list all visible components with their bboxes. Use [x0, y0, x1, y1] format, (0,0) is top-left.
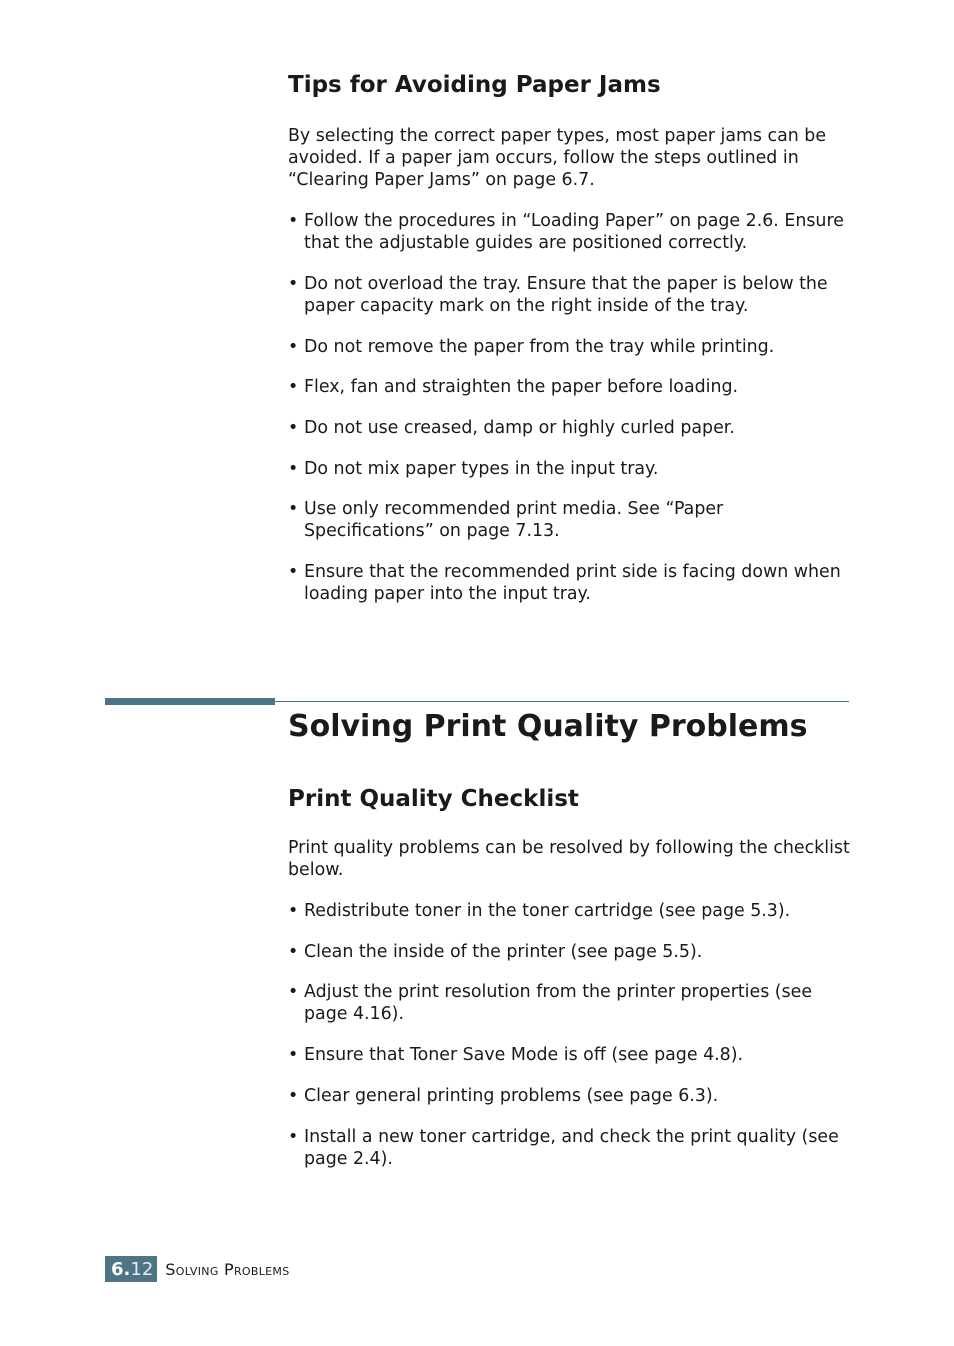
- page-number-badge: [105, 1256, 157, 1282]
- bullet-list: [288, 498, 858, 542]
- list-item: • Do not overload the tray. Ensure that the paper is below the paper capacity mark on the right inside of the tray.: [288, 273, 858, 317]
- list-item: • Use only recommended print media. See “Paper Specifications” on page 7.13.: [288, 498, 858, 542]
- list-item: • Adjust the print resolution from the printer properties (see page 4.16).: [288, 981, 858, 1025]
- list-item: • Do not mix paper types in the input tray.: [288, 458, 858, 480]
- intro-paragraph: Print quality problems can be resolved by following the checklist below.: [288, 838, 850, 880]
- section-heading: Tips for Avoiding Paper Jams: [288, 72, 661, 98]
- list-item: • Do not remove the paper from the tray while printing.: [288, 336, 858, 358]
- bullet-list: [288, 1044, 858, 1066]
- chapter-title: Solving Problems: [165, 1259, 290, 1279]
- list-item: • Redistribute toner in the toner cartridge (see page 5.3).: [288, 900, 858, 922]
- page-footer: [105, 1256, 289, 1282]
- bullet-list: [288, 336, 858, 358]
- section-divider-accent: [105, 698, 275, 705]
- bullet-list: [288, 376, 858, 398]
- section-print-quality: [288, 786, 858, 814]
- bullet-list: [288, 941, 858, 963]
- bullet-list: [288, 1126, 858, 1170]
- list-item: • Do not use creased, damp or highly curled paper.: [288, 417, 858, 439]
- list-item: • Clean the inside of the printer (see page 5.5).: [288, 941, 858, 963]
- list-item: • Follow the procedures in “Loading Paper” on page 2.6. Ensure that the adjustable guides are positioned correctly.: [288, 210, 858, 254]
- bullet-list: [288, 417, 858, 439]
- list-item: • Flex, fan and straighten the paper before loading.: [288, 376, 858, 398]
- bullet-list: [288, 981, 858, 1025]
- bullet-list: [288, 1085, 858, 1107]
- section-heading: Print Quality Checklist: [288, 786, 579, 812]
- list-item: • Clear general printing problems (see page 6.3).: [288, 1085, 858, 1107]
- section-intro: [288, 837, 858, 881]
- bullet-list: [288, 273, 858, 317]
- page-title: Solving Print Quality Problems: [288, 709, 808, 744]
- section-paper-jams: [288, 72, 858, 100]
- chapter-number: 6.: [111, 1258, 131, 1280]
- section-intro: [288, 125, 858, 191]
- bullet-list: [288, 900, 858, 922]
- list-item: • Ensure that Toner Save Mode is off (see page 4.8).: [288, 1044, 858, 1066]
- list-item: • Ensure that the recommended print side is facing down when loading paper into the input tray.: [288, 561, 858, 605]
- page-number: 12: [130, 1258, 154, 1280]
- bullet-list: [288, 210, 858, 254]
- list-item: • Install a new toner cartridge, and check the print quality (see page 2.4).: [288, 1126, 858, 1170]
- intro-paragraph: By selecting the correct paper types, most paper jams can be avoided. If a paper jam occurs, follow the steps outlined in “Clearing Paper Jams” on page 6.7.: [288, 126, 827, 190]
- bullet-list: [288, 458, 858, 480]
- bullet-list: [288, 561, 858, 605]
